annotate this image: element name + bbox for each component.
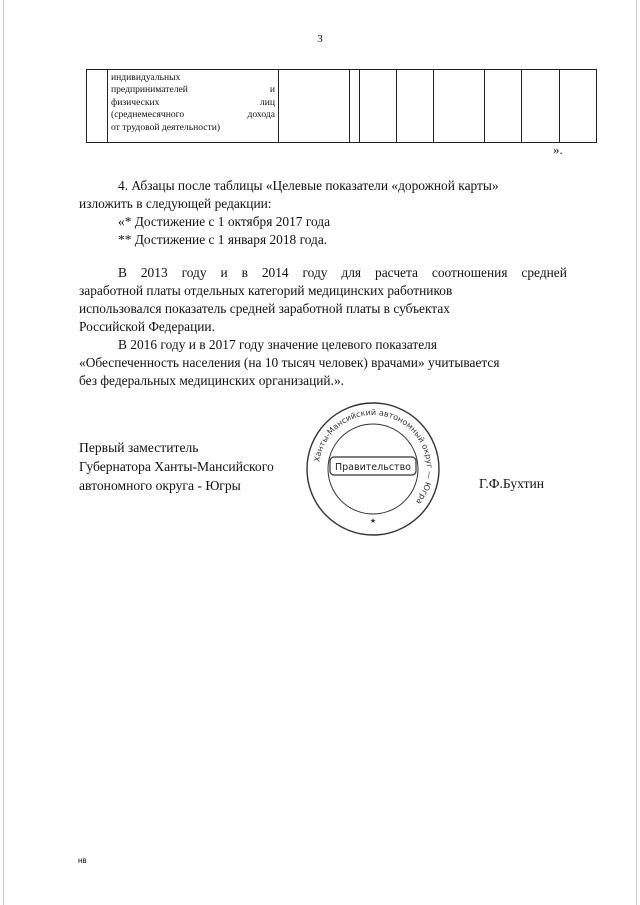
- word: соотношения: [431, 265, 508, 280]
- closing-quote: ».: [553, 142, 563, 157]
- word: В: [118, 265, 127, 280]
- author-initials: нв: [78, 856, 87, 865]
- table-cell-empty: [87, 70, 108, 143]
- scan-edge-right: [636, 0, 637, 905]
- para2013-line1: [118, 263, 567, 282]
- seal-star-icon: ★: [369, 517, 377, 525]
- word: расчета: [375, 265, 418, 280]
- desc-line: физических лиц: [111, 96, 275, 108]
- word: для: [341, 265, 362, 280]
- desc-line: предпринимателей и: [111, 84, 275, 96]
- table-cell-empty: [360, 70, 397, 143]
- table-cell-empty: [350, 70, 360, 143]
- signer-title-line: Губернатора Ханты-Мансийского: [79, 459, 274, 474]
- word: году: [302, 265, 328, 280]
- word: и: [220, 265, 228, 280]
- para2013-line4: Российской Федерации.: [79, 319, 215, 334]
- table-cell-empty: [279, 70, 350, 143]
- para2016-line2: «Обеспеченность населения (на 10 тысяч человек) врачами» учитывается: [79, 355, 500, 370]
- signer-name: Г.Ф.Бухтин: [479, 476, 545, 491]
- desc-line: от трудовой деятельности): [111, 121, 221, 133]
- table-cell-description: [108, 70, 279, 143]
- para2013-line2: заработной платы отдельных категорий медицинских работников: [79, 283, 453, 298]
- word: 2014: [261, 265, 289, 280]
- seal-center-text: Правительство: [335, 462, 411, 473]
- page-number: 3: [317, 33, 323, 45]
- para2013-line3: использовался показатель средней заработной платы в субъектах: [79, 301, 450, 316]
- para4-line2: изложить в следующей редакции:: [79, 196, 272, 211]
- table-cell-empty: [522, 70, 560, 143]
- justified-line: [118, 263, 567, 282]
- para4-line3: «* Достижение с 1 октября 2017 года: [118, 214, 331, 229]
- word: году: [181, 265, 207, 280]
- desc-line: (среднемесячного дохода: [111, 109, 275, 121]
- para2016-line3: без федеральных медицинских организаций.».: [79, 373, 344, 388]
- word: 2013: [140, 265, 168, 280]
- para4-line1: 4. Абзацы после таблицы «Целевые показатели «дорожной карты»: [118, 178, 499, 193]
- word: средней: [521, 265, 567, 280]
- word: в: [241, 265, 248, 280]
- table-cell-empty: [485, 70, 522, 143]
- table-cell-empty: [397, 70, 434, 143]
- table-cell-empty: [560, 70, 597, 143]
- signer-title-line: автономного округа - Югры: [79, 478, 241, 493]
- seal-ring-text: Ханты-Мансийский автономный округ — Югра: [312, 407, 435, 506]
- signer-title-line: Первый заместитель: [79, 440, 199, 455]
- desc-line: индивидуальных: [111, 72, 181, 83]
- table-cell-empty: [434, 70, 485, 143]
- table-row: [87, 70, 597, 143]
- para2016-line1: В 2016 году и в 2017 году значение целевого показателя: [118, 337, 438, 352]
- official-seal: [303, 399, 443, 539]
- scan-edge-left: [3, 0, 4, 905]
- para4-line4: ** Достижение с 1 января 2018 года.: [118, 232, 328, 247]
- signer-title: [79, 438, 274, 495]
- indicators-table-fragment: [86, 69, 597, 143]
